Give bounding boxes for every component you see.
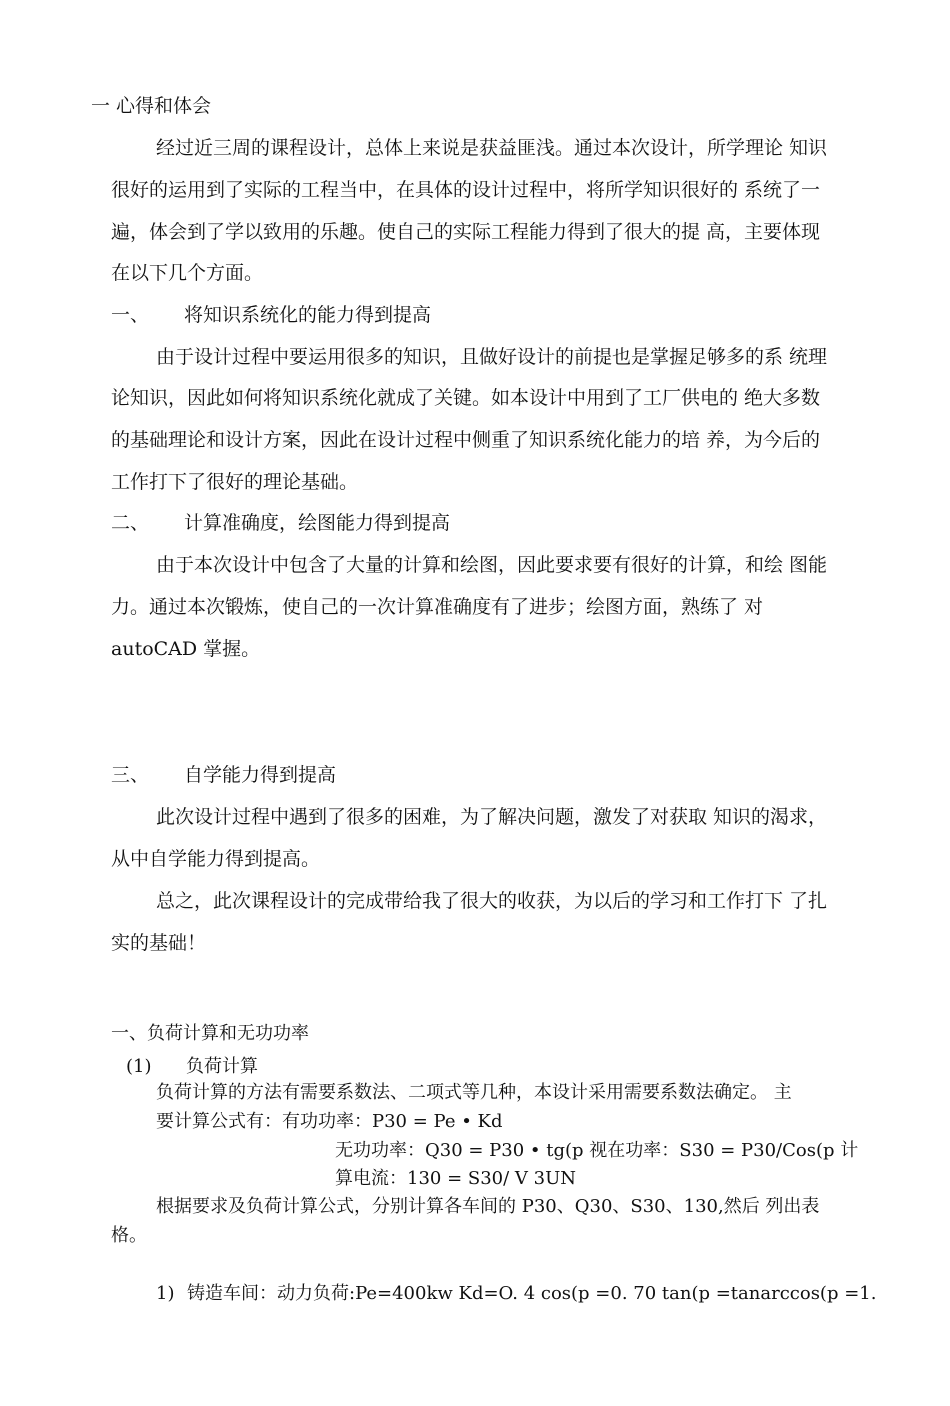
subsection-title: 负荷计算 bbox=[186, 1056, 258, 1077]
paragraph-line: 论知识，因此如何将知识系统化就成了关键。如本设计中用到了工厂供电的 绝大多数 bbox=[111, 387, 821, 409]
heading-number: 三、 bbox=[111, 764, 150, 786]
formula-line: 无功功率：Q30 = P30 • tg(p 视在功率：S30 = P30/Cos(p 计 bbox=[335, 1140, 859, 1161]
heading-text: 计算准确度，绘图能力得到提高 bbox=[184, 512, 451, 534]
heading-text: 自学能力得到提高 bbox=[184, 764, 337, 786]
heading-number: 二、 bbox=[111, 512, 150, 534]
paragraph-line: 负荷计算的方法有需要系数法、二项式等几种，本设计采用需要系数法确定。 主 bbox=[156, 1082, 792, 1103]
paragraph-line: 由于设计过程中要运用很多的知识，且做好设计的前提也是掌握足够多的系 统理 bbox=[156, 346, 828, 368]
paragraph-line: 此次设计过程中遇到了很多的困难，为了解决问题，激发了对获取 知识的渴求， bbox=[156, 806, 828, 828]
paragraph-line: 根据要求及负荷计算公式，分别计算各车间的 P30、Q30、S30、130,然后 列出表 bbox=[156, 1196, 820, 1217]
paragraph-line: 遍，体会到了学以致用的乐趣。使自己的实际工程能力得到了很大的提 高，主要体现 bbox=[111, 221, 821, 243]
subsection-number: (1) bbox=[126, 1056, 152, 1077]
paragraph-line: 在以下几个方面。 bbox=[111, 262, 264, 284]
section-title: 一 心得和体会 bbox=[91, 95, 212, 117]
heading-text: 将知识系统化的能力得到提高 bbox=[184, 304, 432, 326]
paragraph-line: 经过近三周的课程设计，总体上来说是获益匪浅。通过本次设计，所学理论 知识 bbox=[156, 137, 828, 159]
list-item-text: 铸造车间：动力负荷:Pe=400kw Kd=O. 4 cos(p =0. 70 tan(p =tanarccos(p =1. bbox=[187, 1283, 877, 1304]
paragraph-line: 的基础理论和设计方案，因此在设计过程中侧重了知识系统化能力的培 养，为今后的 bbox=[111, 429, 821, 451]
heading-number: 一、 bbox=[111, 304, 150, 326]
paragraph-line: 要计算公式有：有功功率：P30 = Pe • Kd bbox=[156, 1111, 503, 1132]
paragraph-line: autoCAD 掌握。 bbox=[111, 638, 261, 660]
section-title: 一、负荷计算和无功功率 bbox=[111, 1023, 309, 1044]
paragraph-line: 从中自学能力得到提高。 bbox=[111, 848, 321, 870]
paragraph-line: 很好的运用到了实际的工程当中，在具体的设计过程中，将所学知识很好的 系统了一 bbox=[111, 179, 821, 201]
paragraph-line: 由于本次设计中包含了大量的计算和绘图，因此要求要有很好的计算，和绘 图能 bbox=[156, 554, 828, 576]
paragraph-line: 实的基础！ bbox=[111, 932, 207, 954]
paragraph-line: 格。 bbox=[111, 1225, 147, 1246]
paragraph-line: 总之，此次课程设计的完成带给我了很大的收获，为以后的学习和工作打下 了扎 bbox=[156, 890, 828, 912]
paragraph-line: 工作打下了很好的理论基础。 bbox=[111, 471, 359, 493]
formula-line: 算电流：130 = S30/ V 3UN bbox=[335, 1168, 576, 1189]
list-item-number: 1) bbox=[156, 1283, 175, 1304]
paragraph-line: 力。通过本次锻炼，使自己的一次计算准确度有了进步；绘图方面，熟练了 对 bbox=[111, 596, 764, 618]
